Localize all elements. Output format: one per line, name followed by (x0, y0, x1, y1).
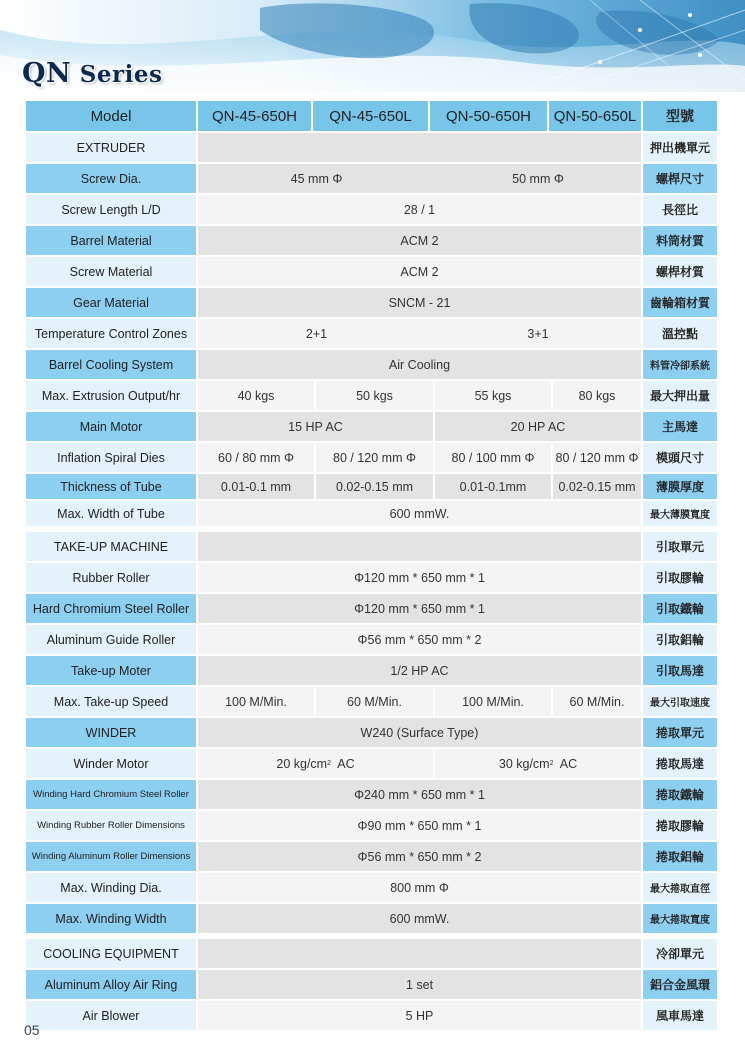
alu-roller-row (26, 625, 717, 654)
cooling-section-row (26, 939, 717, 968)
row-values (198, 257, 641, 286)
value-all-models: SNCM - 21 (388, 295, 451, 310)
row-label: Winding Rubber Roller Dimensions (26, 811, 196, 840)
row-label: Barrel Material (26, 226, 196, 255)
max-winding-width-row (26, 904, 717, 933)
value-qn-45-650l: 60 M/Min. (316, 687, 435, 716)
row-label: TAKE-UP MACHINE (26, 532, 196, 561)
row-label: Main Motor (26, 412, 196, 441)
row-label: Max. Take-up Speed (26, 687, 196, 716)
row-label-zh: 溫控點 (643, 319, 717, 348)
gear-material-row (26, 288, 717, 317)
row-values (198, 656, 641, 685)
extruder-section-row (26, 133, 717, 162)
row-values (198, 749, 641, 778)
hard-roller-row (26, 594, 717, 623)
row-label-zh: 押出機單元 (643, 133, 717, 162)
row-label-zh: 冷卻單元 (643, 939, 717, 968)
row-label: Gear Material (26, 288, 196, 317)
value-l-models: 3+1 (527, 326, 549, 341)
value-qn-45-650l: 80 / 120 mm Φ (316, 443, 435, 472)
row-label-zh: 鋁合金風環 (643, 970, 717, 999)
row-values (198, 842, 641, 871)
row-label: Max. Width of Tube (26, 501, 196, 526)
model-qn-50-650l: QN-50-650L (549, 101, 641, 131)
row-label-zh: 捲取膠輪 (643, 811, 717, 840)
series-title-q: Q (22, 58, 47, 89)
row-label: Screw Material (26, 257, 196, 286)
row-label: Rubber Roller (26, 563, 196, 592)
air-blower-row (26, 1001, 717, 1030)
value-qn-45-650h: 60 / 80 mm Φ (198, 443, 316, 472)
row-label: Winding Hard Chromium Steel Roller (26, 780, 196, 809)
row-values (198, 164, 641, 193)
spec-table (26, 101, 717, 1032)
value-all-models: W240 (Surface Type) (360, 725, 479, 740)
header-banner (0, 0, 745, 92)
screw-material-row (26, 257, 717, 286)
row-label-zh: 薄膜厚度 (643, 474, 717, 499)
row-label-zh: 捲取單元 (643, 718, 717, 747)
row-values (198, 873, 641, 902)
thickness-row (26, 474, 717, 499)
row-label: Screw Length L/D (26, 195, 196, 224)
row-values (198, 811, 641, 840)
row-label: Winding Aluminum Roller Dimensions (26, 842, 196, 871)
row-label-zh: 最大引取速度 (643, 687, 717, 716)
value-all-models: Φ120 mm * 650 mm * 1 (354, 570, 485, 585)
max-output-row (26, 381, 717, 410)
value-all-models: 1 set (405, 977, 434, 992)
row-values (198, 381, 641, 410)
row-values (198, 563, 641, 592)
row-label-zh: 料管冷卻系統 (643, 350, 717, 379)
value-all-models: Φ120 mm * 650 mm * 1 (354, 601, 485, 616)
screw-length-row (26, 195, 717, 224)
max-winding-dia-row (26, 873, 717, 902)
series-title-n: N (46, 58, 72, 89)
row-values (198, 195, 641, 224)
row-label: Hard Chromium Steel Roller (26, 594, 196, 623)
row-values (198, 970, 641, 999)
header-row (26, 101, 717, 131)
row-label: EXTRUDER (26, 133, 196, 162)
row-label: WINDER (26, 718, 196, 747)
value-all-models: Φ90 mm * 650 mm * 1 (357, 818, 482, 833)
row-label-zh: 最大捲取寬度 (643, 904, 717, 933)
value-45-models: 45 mm Φ (290, 171, 343, 186)
row-values (198, 350, 641, 379)
value-all-models: 600 mmW. (389, 911, 450, 926)
squared-sup-45: 2 (327, 760, 331, 767)
row-values (198, 718, 641, 747)
rubber-roller-row (26, 563, 717, 592)
row-values (198, 319, 641, 348)
value-qn-50-650h: 100 M/Min. (435, 687, 553, 716)
row-label: Take-up Moter (26, 656, 196, 685)
value-qn-50-650h: 0.01-0.1mm (435, 474, 553, 499)
page-number: 05 (24, 1022, 40, 1038)
row-label-zh: 螺桿尺寸 (643, 164, 717, 193)
row-label: COOLING EQUIPMENT (26, 939, 196, 968)
row-label: Thickness of Tube (26, 474, 196, 499)
takeup-motor-row (26, 656, 717, 685)
value-qn-45-650h: 0.01-0.1 mm (198, 474, 316, 499)
winder-motor-value-50: 30 kg/cm (498, 756, 550, 771)
model-header-zh: 型號 (643, 101, 717, 131)
series-title-rest: Series (71, 61, 163, 88)
row-label-zh: 最大押出量 (643, 381, 717, 410)
row-values (198, 133, 641, 162)
winding-rubber-roller-row (26, 811, 717, 840)
row-label-zh: 模頭尺寸 (643, 443, 717, 472)
takeup-section-row (26, 532, 717, 561)
row-values (198, 226, 641, 255)
row-values (198, 288, 641, 317)
air-ring-row (26, 970, 717, 999)
max-width-row (26, 501, 717, 526)
value-all-models: ACM 2 (400, 264, 439, 279)
value-qn-50-650l: 0.02-0.15 mm (558, 479, 636, 494)
value-h-models: 2+1 (305, 326, 328, 341)
row-label-zh: 螺桿材質 (643, 257, 717, 286)
value-all-models: Φ56 mm * 650 mm * 2 (357, 632, 482, 647)
value-45-models: 15 HP AC (198, 412, 435, 441)
row-label-zh: 齒輪箱材質 (643, 288, 717, 317)
row-label: Aluminum Alloy Air Ring (26, 970, 196, 999)
value-qn-45-650l: 50 kgs (316, 381, 435, 410)
row-values (198, 594, 641, 623)
winding-alu-roller-row (26, 842, 717, 871)
row-label-zh: 料筒材質 (643, 226, 717, 255)
value-qn-50-650l: 60 M/Min. (569, 694, 625, 709)
model-qn-45-650l: QN-45-650L (313, 101, 428, 131)
main-motor-row (26, 412, 717, 441)
value-50-models (435, 749, 641, 778)
row-values (198, 501, 641, 526)
row-label-zh: 長徑比 (643, 195, 717, 224)
row-values (198, 443, 641, 472)
row-label-zh: 捲取鋁輪 (643, 842, 717, 871)
row-label: Aluminum Guide Roller (26, 625, 196, 654)
row-values (198, 904, 641, 933)
row-label-zh: 風車馬達 (643, 1001, 717, 1030)
value-45-models (198, 749, 435, 778)
value-qn-45-650h: 40 kgs (198, 381, 316, 410)
row-values (198, 1001, 641, 1030)
row-label: Max. Winding Dia. (26, 873, 196, 902)
unit-ac-50: AC (553, 756, 578, 771)
spiral-dies-row (26, 443, 717, 472)
model-qn-50-650h: QN-50-650H (430, 101, 547, 131)
value-50-models: 50 mm Φ (512, 171, 564, 186)
value-qn-50-650l: 80 kgs (578, 388, 616, 403)
winder-motor-value-45: 20 kg/cm (276, 756, 328, 771)
model-qn-45-650h: QN-45-650H (198, 101, 311, 131)
row-values (198, 532, 641, 561)
model-columns (198, 101, 641, 131)
row-label: Inflation Spiral Dies (26, 443, 196, 472)
unit-ac-45: AC (331, 756, 355, 771)
row-label: Temperature Control Zones (26, 319, 196, 348)
row-label-zh: 最大捲取直徑 (643, 873, 717, 902)
row-label: Barrel Cooling System (26, 350, 196, 379)
barrel-cooling-row (26, 350, 717, 379)
row-label: Screw Dia. (26, 164, 196, 193)
row-label-zh: 主馬達 (643, 412, 717, 441)
value-qn-45-650h: 100 M/Min. (198, 687, 316, 716)
row-label-zh: 捲取馬達 (643, 749, 717, 778)
value-qn-50-650h: 80 / 100 mm Φ (435, 443, 553, 472)
row-label-zh: 引取鐵輪 (643, 594, 717, 623)
model-header: Model (26, 101, 196, 131)
value-all-models: 28 / 1 (403, 202, 436, 217)
screw-dia-row (26, 164, 717, 193)
value-qn-50-650l: 80 / 120 mm Φ (555, 450, 639, 465)
row-label-zh: 捲取鐵輪 (643, 780, 717, 809)
row-label: Air Blower (26, 1001, 196, 1030)
winding-hard-roller-row (26, 780, 717, 809)
value-all-models: 800 mm Φ (390, 880, 449, 895)
squared-sup-50: 2 (549, 760, 554, 767)
row-values (198, 474, 641, 499)
row-values (198, 625, 641, 654)
row-label-zh: 引取單元 (643, 532, 717, 561)
value-all-models: Φ56 mm * 650 mm * 2 (357, 849, 482, 864)
winder-motor-row (26, 749, 717, 778)
temperature-zones-row (26, 319, 717, 348)
row-label-zh: 引取膠輪 (643, 563, 717, 592)
value-qn-50-650h: 55 kgs (435, 381, 553, 410)
value-all-models: ACM 2 (400, 233, 439, 248)
row-values (198, 780, 641, 809)
row-label: Winder Motor (26, 749, 196, 778)
row-label-zh: 最大薄膜寬度 (643, 501, 717, 526)
row-label-zh: 引取鋁輪 (643, 625, 717, 654)
value-all-models: 1/2 HP AC (390, 663, 449, 678)
value-all-models: 600 mmW. (389, 506, 450, 521)
row-label: Max. Extrusion Output/hr (26, 381, 196, 410)
takeup-speed-row (26, 687, 717, 716)
value-all-models: Φ240 mm * 650 mm * 1 (354, 787, 485, 802)
value-all-models: Air Cooling (388, 357, 451, 372)
row-values (198, 939, 641, 968)
barrel-material-row (26, 226, 717, 255)
row-values (198, 687, 641, 716)
series-title (22, 58, 162, 89)
value-all-models: 5 HP (405, 1008, 434, 1023)
row-values (198, 412, 641, 441)
value-qn-45-650l: 0.02-0.15 mm (316, 474, 435, 499)
row-label-zh: 引取馬達 (643, 656, 717, 685)
winder-section-row (26, 718, 717, 747)
row-label: Max. Winding Width (26, 904, 196, 933)
value-50-models: 20 HP AC (510, 419, 566, 434)
